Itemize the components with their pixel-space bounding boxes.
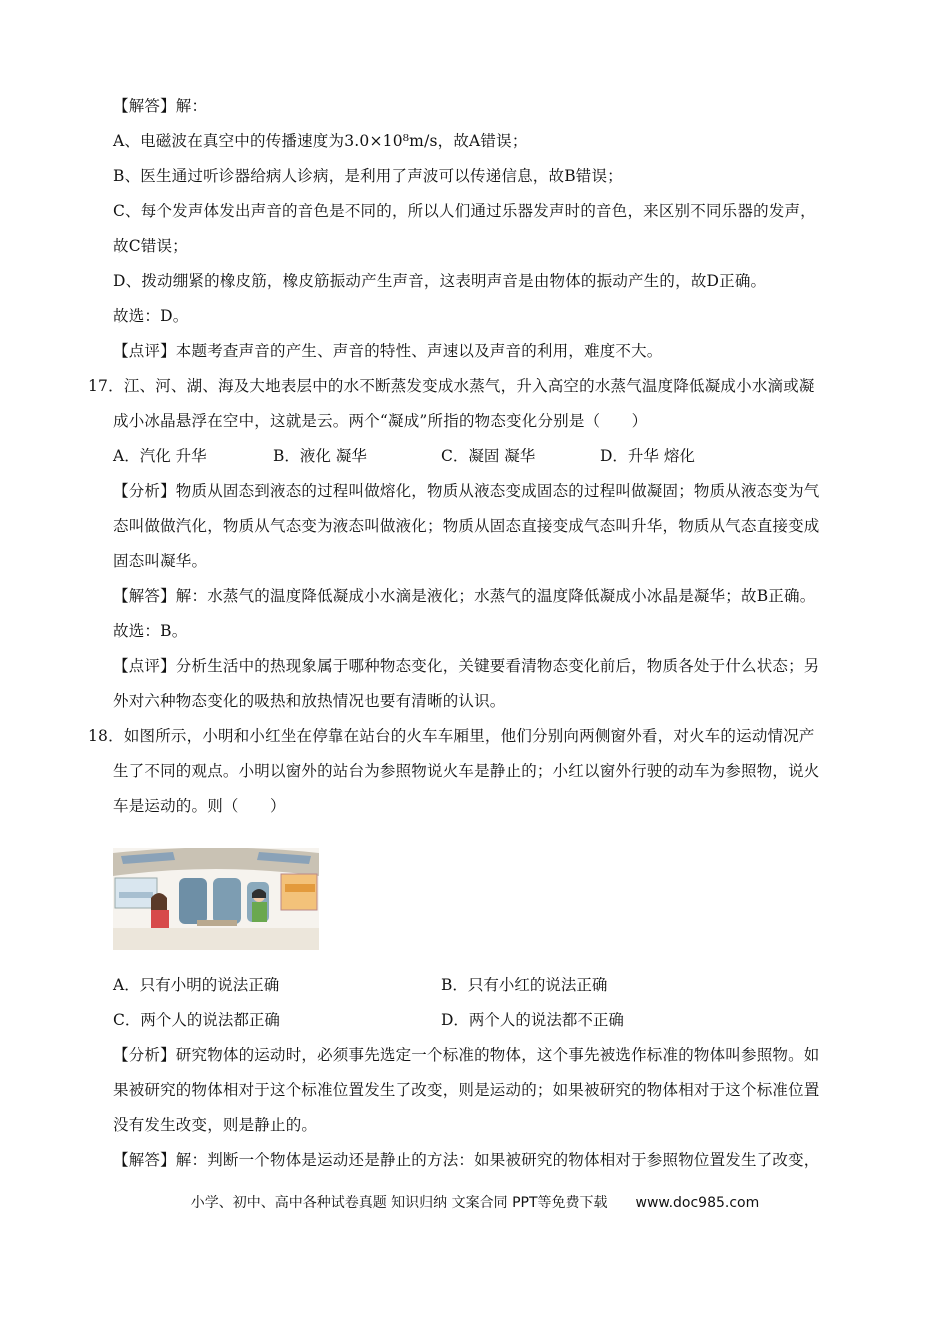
q17-analysis-3: 固态叫凝华。: [113, 552, 208, 570]
q17-analysis-2: 态叫做做汽化，物质从气态变为液态叫做液化；物质从固态直接变成气态叫升华，物质从气态直接变成: [113, 517, 820, 535]
q18-option-c: C．两个人的说法都正确: [113, 1011, 280, 1029]
q18-option-a: A．只有小明的说法正确: [113, 976, 280, 994]
question-17-line1: 17．江、河、湖、海及大地表层中的水不断蒸发变成水蒸气，升入高空的水蒸气温度降低凝成小水滴或凝: [88, 377, 815, 395]
q17-comment-2: 外对六种物态变化的吸热和放热情况也要有清晰的认识。: [113, 692, 506, 710]
q18-answer: 【解答】解：判断一个物体是运动还是静止的方法：如果被研究的物体相对于参照物位置发生了改变，: [113, 1151, 820, 1169]
q18-option-b: B．只有小红的说法正确: [441, 976, 608, 994]
train-interior-illustration: [113, 848, 319, 950]
q18-analysis-1: 【分析】研究物体的运动时，必须事先选定一个标准的物体，这个事先被选作标准的物体叫参照物。如: [113, 1046, 820, 1064]
answer-line-d: D、拨动绷紧的橡皮筋，橡皮筋振动产生声音，这表明声音是由物体的振动产生的，故D正确。: [113, 272, 767, 290]
comment-line: 【点评】本题考查声音的产生、声音的特性、声速以及声音的利用，难度不大。: [113, 342, 663, 360]
answer-line-b: B、医生通过听诊器给病人诊病，是利用了声波可以传递信息，故B错误；: [113, 167, 623, 185]
question-17-line2: 成小冰晶悬浮在空中，这就是云。两个“凝成”所指的物态变化分别是（ ）: [113, 412, 648, 430]
q17-choice: 故选：B。: [113, 622, 188, 640]
q18-analysis-2: 果被研究的物体相对于这个标准位置发生了改变，则是运动的；如果被研究的物体相对于这个标准位置: [113, 1081, 820, 1099]
answer-line-c: C、每个发声体发出声音的音色是不同的，所以人们通过乐器发声时的音色，来区别不同乐器的发声，: [113, 202, 816, 220]
q17-analysis-1: 【分析】物质从固态到液态的过程叫做熔化，物质从液态变成固态的过程叫做凝固；物质从液态变为气: [113, 482, 820, 500]
page-footer: 小学、初中、高中各种试卷真题 知识归纳 文案合同 PPT等免费下载 www.doc985.com: [190, 1195, 760, 1211]
q17-option-a: A．汽化 升华: [113, 447, 207, 465]
q18-analysis-3: 没有发生改变，则是静止的。: [113, 1116, 318, 1134]
q17-option-c: C．凝固 凝华: [441, 447, 536, 465]
q17-comment-1: 【点评】分析生活中的热现象属于哪种物态变化，关键要看清物态变化前后，物质各处于什么状态；另: [113, 657, 820, 675]
answer-choice: 故选：D。: [113, 307, 189, 325]
q18-option-d: D．两个人的说法都不正确: [441, 1011, 624, 1029]
q17-answer: 【解答】解：水蒸气的温度降低凝成小水滴是液化；水蒸气的温度降低凝成小冰晶是凝华；故B正确。: [113, 587, 816, 605]
answer-line-a: A、电磁波在真空中的传播速度为3.0×10⁸m/s，故A错误；: [113, 132, 528, 150]
question-18-line1: 18．如图所示，小明和小红坐在停靠在站台的火车车厢里，他们分别向两侧窗外看，对火车的运动情况产: [88, 727, 815, 745]
question-18-line2: 生了不同的观点。小明以窗外的站台为参照物说火车是静止的；小红以窗外行驶的动车为参照物，说火: [113, 762, 820, 780]
question-18-line3: 车是运动的。则（ ）: [113, 797, 286, 815]
q17-option-d: D．升华 熔化: [600, 447, 695, 465]
answer-heading: 【解答】解：: [113, 97, 208, 115]
q17-option-b: B．液化 凝华: [273, 447, 367, 465]
answer-line-c-cont: 故C错误；: [113, 237, 188, 255]
